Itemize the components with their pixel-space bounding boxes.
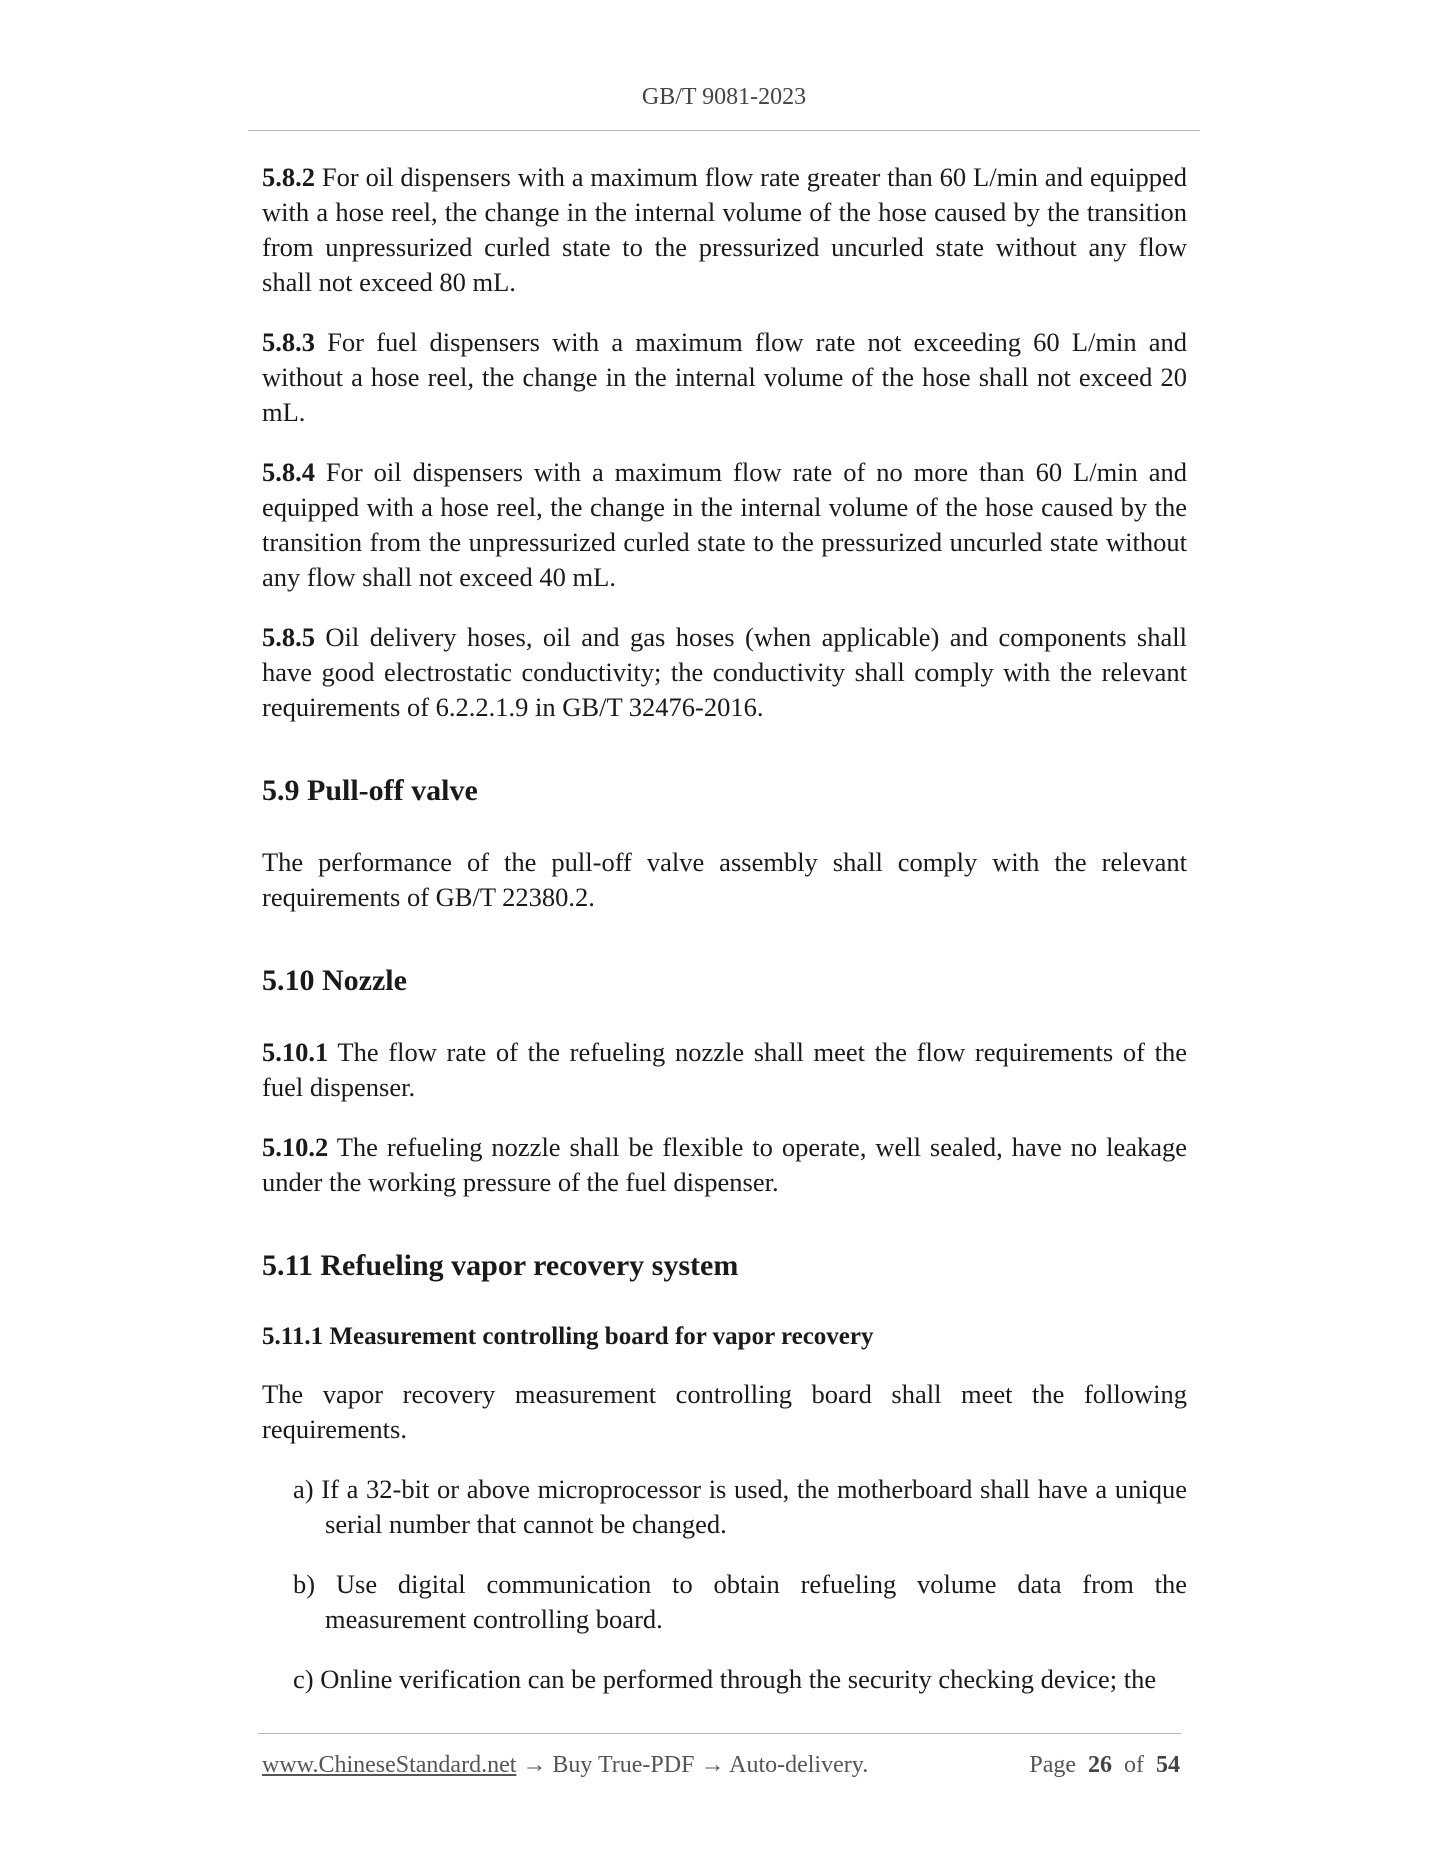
clause-number: 5.10.1 <box>262 1037 329 1067</box>
clause-5-8-3 <box>262 325 1187 430</box>
page-content <box>262 160 1187 1722</box>
promo-text: → Buy True-PDF → Auto-delivery. <box>516 1752 869 1778</box>
page-footer <box>262 1752 1180 1779</box>
clause-5-10-2 <box>262 1130 1187 1200</box>
clause-number: 5.8.5 <box>262 622 315 652</box>
clause-number: 5.8.2 <box>262 162 315 192</box>
clause-text: The flow rate of the refueling nozzle shall meet the flow requirements of the fuel dispenser. <box>262 1037 1187 1102</box>
clause-text: For fuel dispensers with a maximum flow rate not exceeding 60 L/min and without a hose reel, the change in the internal volume of the hose shall not exceed 20 mL. <box>262 327 1187 427</box>
clause-5-8-2 <box>262 160 1187 300</box>
clause-text: Oil delivery hoses, oil and gas hoses (when applicable) and components shall have good electrostatic conductivity; the conductivity shall comply with the relevant requirements of 6.2.2.1.9 in GB/T 32476-2016. <box>262 622 1187 722</box>
heading-5-11-1: 5.11.1 Measurement controlling board for vapor recovery <box>262 1323 874 1350</box>
total-pages: 54 <box>1156 1752 1180 1778</box>
clause-5-11-1-text: The vapor recovery measurement controlling board shall meet the following requirements. <box>262 1379 1187 1444</box>
clause-5-8-5 <box>262 620 1187 725</box>
clause-text: For oil dispensers with a maximum flow rate of no more than 60 L/min and equipped with a hose reel, the change in the internal volume of the hose caused by the transition from the unpressurized curled state to the pressurized uncurled state without any flow shall not exceed 40 mL. <box>262 457 1187 592</box>
page-label: Page <box>1029 1752 1076 1778</box>
clause-5-8-4 <box>262 455 1187 595</box>
list-item-b: b) Use digital communication to obtain refueling volume data from the measurement controlling board. <box>293 1569 1187 1634</box>
heading-5-11: 5.11 Refueling vapor recovery system <box>262 1249 739 1282</box>
footer-divider <box>258 1733 1181 1734</box>
clause-5-9-text: The performance of the pull-off valve assembly shall comply with the relevant requirements of GB/T 22380.2. <box>262 847 1187 912</box>
header-divider <box>248 130 1200 131</box>
clause-text: The refueling nozzle shall be flexible to operate, well sealed, have no leakage under the working pressure of the fuel dispenser. <box>262 1132 1187 1197</box>
heading-5-10: 5.10 Nozzle <box>262 964 407 997</box>
footer-promo <box>262 1752 868 1779</box>
clause-number: 5.10.2 <box>262 1132 329 1162</box>
site-link[interactable]: www.ChineseStandard.net <box>262 1752 517 1778</box>
clause-number: 5.8.4 <box>262 457 315 487</box>
list-item-c: c) Online verification can be performed through the security checking device; the <box>293 1664 1157 1694</box>
clause-number: 5.8.3 <box>262 327 315 357</box>
page-header: GB/T 9081-2023 <box>641 84 807 110</box>
clause-5-10-1 <box>262 1035 1187 1105</box>
heading-5-9: 5.9 Pull-off valve <box>262 774 478 807</box>
clause-text: For oil dispensers with a maximum flow rate greater than 60 L/min and equipped with a hose reel, the change in the internal volume of the hose caused by the transition from unpressurized curled state to the pressurized uncurled state without any flow shall not exceed 80 mL. <box>262 162 1187 297</box>
page-counter <box>1029 1752 1180 1779</box>
of-label: of <box>1124 1752 1144 1778</box>
page-number: 26 <box>1088 1752 1112 1778</box>
list-item-a: a) If a 32-bit or above microprocessor is used, the motherboard shall have a unique serial number that cannot be changed. <box>293 1474 1187 1539</box>
